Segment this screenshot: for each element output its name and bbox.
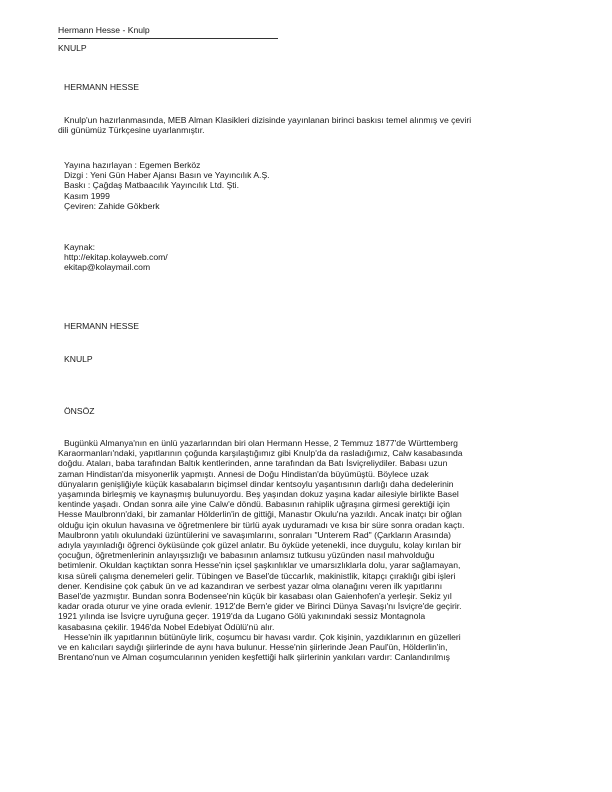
edition-note — [58, 115, 548, 135]
paragraph-line: çocuğun, öğretmenlerinin anlayışsızlığı ve babasının anlamsız tutkusu yüzünden nasıl mahvolduğu — [58, 550, 435, 561]
paragraph-line: adıyla yayınladığı öğrenci öyküsünde çok güzel anlatır. Bu öyküde yetenekli, ince duygulu, kolay kırılan bir — [58, 540, 462, 551]
paragraph-line: Karaormanları'ndaki, yapıtlarının çoğunda karşılaştığımız gibi Knulp'da da rasladığımız, Calw kasabasında — [58, 448, 463, 459]
source-email-link[interactable]: ekitap@kolaymail.com — [64, 262, 151, 273]
paragraph-line: olduğu için okulun havasına ve öğretmenlere bir türlü ayak uyduramadı ve kısa bir süre sonra oradan kaçtı. — [58, 519, 465, 530]
credit-line: Dizgi : Yeni Gün Haber Ajansı Basın ve Yayıncılık A.Ş. — [64, 170, 270, 181]
credit-line: Yayına hazırlayan : Egemen Berköz — [64, 160, 201, 170]
paragraph-line: zaman Hindistan'da misyonerlik yapmıştı. Annesi de Doğu Hindistan'da büyümüştü. Böylece uzak — [58, 468, 429, 479]
paragraph-line: kasabasına çekilir. 1946'da Nobel Edebiyat Ödülü'nü alır. — [58, 621, 275, 632]
document-title: KNULP — [58, 43, 87, 53]
source-url-link[interactable]: http://ekitap.kolayweb.com/ — [64, 252, 168, 263]
credit-line: Çeviren: Zahide Gökberk — [64, 200, 160, 211]
credit-line: Kasım 1999 — [64, 190, 110, 201]
paragraph-line: Hesse'nin ilk yapıtlarının bütünüyle lirik, coşumcu bir havası vardır. Çok kişinin, yazdıklarının en güzelleri — [64, 631, 461, 642]
preface-paragraph-1 — [58, 438, 548, 662]
paragraph-line: Maulbronn yatılı okulundaki üzüntülerini ve savaşımlarını, sonraları "Unterem Rad" (Çarkların Arasında) — [58, 529, 451, 540]
source-label: Kaynak: — [64, 242, 96, 252]
source-block — [58, 242, 554, 273]
preface-heading: ÖNSÖZ — [64, 406, 95, 416]
paragraph-line: Bugünkü Almanya'nın en ünlü yazarlarından biri olan Hermann Hesse, 2 Temmuz 1877'de Württemberg — [64, 438, 458, 448]
author-name: HERMANN HESSE — [64, 82, 139, 92]
paragraph-line: Basel'de yazmıştır. Bundan sonra Bodensee'nin küçük bir kasabası olan Gaienhofen'a yerleşir. Sekiz yıl — [58, 591, 452, 602]
paragraph-line: dünyaların genişliğiyle küçük kasabaların biçimsel dindar kentsoylu yaşantısının darlığı daha dedelerinin — [58, 478, 454, 489]
credits-block — [58, 160, 554, 211]
credit-line: Baskı : Çağdaş Matbaacılık Yayıncılık Ltd. Şti. — [64, 180, 239, 191]
running-title: Hermann Hesse - Knulp — [58, 25, 150, 35]
paragraph-line: kısa süreli çalışma denemeleri gelir. Tübingen ve Basel'de tüccarlık, makinistlik, kitapçı çıraklığı gibi işleri — [58, 570, 456, 581]
paragraph-line: Brentano'nun ve Alman coşumcularının yeniden keşfettiği halk şiirlerinin yankıları vardır: Canlandırılmış — [58, 652, 450, 663]
edition-note-line: dili günümüz Türkçesine uyarlanmıştır. — [58, 125, 205, 136]
paragraph-line: betimlenir. Okuldan kaçtıktan sonra Hesse'nin içsel şaşkınlıklar ve umarsızlıklarla dolu, yarar sağlamayan, — [58, 560, 461, 571]
paragraph-line: yaşamında birleşmiş ve kaynaşmış bulunuyordu. Beş yaşından dokuz yaşına kadar ailesiyle birlikte Basel — [58, 489, 459, 500]
title-page-title: KNULP — [64, 354, 93, 364]
header-rule — [58, 38, 278, 39]
edition-note-line: Knulp'un hazırlanmasında, MEB Alman Klasikleri dizisinde yayınlanan birinci baskısı temel alınmış ve çeviri — [64, 115, 472, 125]
paragraph-line: ve en kalıcıları saydığı şiirlerinde de aynı hava bulunur. Hesse'nin şiirlerinde Jean Paul'ün, Hölderlin'in, — [58, 642, 448, 653]
paragraph-line: kadar orada oturur ve yine orada evlenir. 1912'de Bern'e gider ve Birinci Dünya Savaşı'nı İsviçre'de geçirir. — [58, 601, 462, 612]
paragraph-line: kentinde yaşadı. Ondan sonra aile yine Calw'e döndü. Babasının rahiplik uğraşına girmesi gerektiği için — [58, 499, 450, 510]
paragraph-line: doğdu. Ataları, baba tarafından Baltık kentlerinden, anne tarafından da Batı İsviçreliydiler. Babası uzun — [58, 458, 448, 469]
paragraph-line: dener. Kendisine çok çabuk ün ve ad kazandıran ve serbest yazar olma olanağını veren ilk yapıtlarını — [58, 580, 443, 591]
paragraph-line: 1921 yılında ise İsviçre uyruğuna geçer. 1919'da da Lugano Gölü yakınındaki sessiz Montagnola — [58, 611, 426, 622]
paragraph-line: Hesse Maulbronn'daki, bir zamanlar Hölderlin'in de gittiği, Manastır Okulu'na yazıldı. Ancak inatçı bir oğlan — [58, 509, 462, 520]
title-page-author: HERMANN HESSE — [64, 321, 139, 331]
